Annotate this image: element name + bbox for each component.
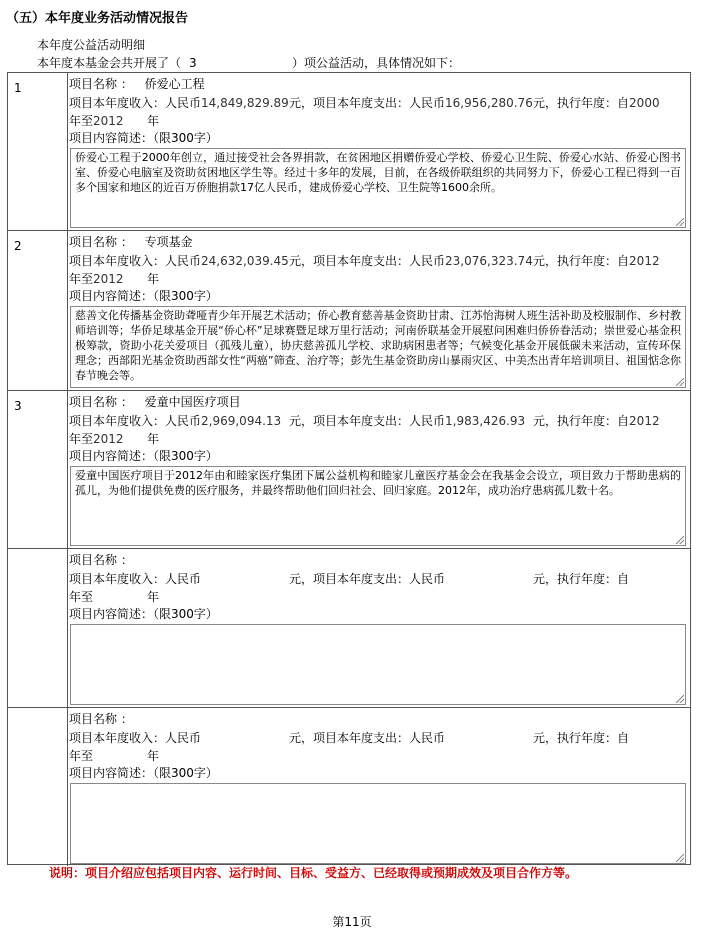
income-value: 14,849,829.89 (201, 96, 289, 110)
income-label: 项目本年度收入：人民币 (69, 572, 202, 586)
project-row (8, 231, 690, 391)
project-finance-line (69, 253, 660, 269)
project-name-line (69, 76, 205, 92)
resize-handle-icon[interactable] (676, 378, 684, 386)
project-name-label: 项目名称 ： (69, 395, 133, 409)
exec-year-label: 元，执行年度：自 (533, 731, 630, 745)
project-name: 侨爱心工程 (144, 77, 205, 91)
year-to-label: 年至 (69, 432, 94, 446)
income-label: 项目本年度收入：人民币 (69, 414, 202, 428)
expense-value: 23,076,323.74 (445, 254, 533, 268)
project-description-textarea[interactable] (70, 148, 686, 228)
income-label: 项目本年度收入：人民币 (69, 731, 202, 745)
section-title: （五）本年度业务活动情况报告 (6, 11, 189, 26)
project-description-textarea[interactable] (70, 466, 686, 546)
project-finance-line (69, 571, 629, 587)
project-year-line (69, 431, 159, 447)
project-name-line (69, 552, 145, 568)
project-desc-label: 项目内容简述：（限300字） (69, 131, 218, 145)
column-divider (67, 549, 68, 707)
year-to-label: 年至 (69, 590, 94, 604)
year-end-label: 年 (147, 114, 160, 128)
expense-label: 元，项目本年度支出：人民币 (289, 731, 446, 745)
page-number: 第11页 (332, 915, 372, 929)
start-year: 2000 (629, 96, 660, 110)
expense-label: 元，项目本年度支出：人民币 (289, 414, 446, 428)
project-description: 爱童中国医疗项目于2012年由和睦家医疗集团下属公益机构和睦家儿童医疗基金会在我基金会设立，项目致力于帮助患病的孤儿，为他们提供免费的医疗服务，并最终帮助他们回归社会、回归家庭。2012年，成功治疗患病孤儿数十名。 (75, 469, 681, 497)
exec-year-label: 元，执行年度：自 (533, 96, 630, 110)
project-name-label: 项目名称 ： (69, 77, 133, 91)
end-year: 2012 (93, 432, 124, 446)
year-to-label: 年至 (69, 272, 94, 286)
project-row (8, 73, 690, 231)
project-row (8, 549, 690, 708)
project-desc-label: 项目内容简述：（限300字） (69, 449, 218, 463)
project-description-textarea[interactable] (70, 783, 686, 864)
explanation-note: 说明：项目介绍应包括项目内容、运行时间、目标、受益方、已经取得或预期成效及项目合作方等。 (49, 866, 578, 880)
expense-label: 元，项目本年度支出：人民币 (289, 572, 446, 586)
exec-year-label: 元，执行年度：自 (533, 414, 630, 428)
income-label: 项目本年度收入：人民币 (69, 254, 202, 268)
project-name-line (69, 234, 193, 250)
income-value: 2,969,094.13 (201, 414, 282, 428)
year-to-label: 年至 (69, 114, 94, 128)
project-index: 2 (14, 239, 22, 253)
end-year: 2012 (93, 272, 124, 286)
project-finance-line (69, 413, 660, 429)
project-cell (69, 549, 688, 707)
resize-handle-icon[interactable] (676, 536, 684, 544)
end-year: 2012 (93, 114, 124, 128)
income-value: 24,632,039.45 (201, 254, 289, 268)
column-divider (67, 73, 68, 230)
expense-label: 元，项目本年度支出：人民币 (289, 254, 446, 268)
exec-year-label: 元，执行年度：自 (533, 572, 630, 586)
column-divider (67, 231, 68, 390)
project-cell (69, 391, 688, 548)
project-desc-label: 项目内容简述：（限300字） (69, 289, 218, 303)
project-description-textarea[interactable] (70, 306, 686, 388)
project-name-label: 项目名称 ： (69, 712, 133, 726)
project-finance-line (69, 95, 660, 111)
project-cell (69, 708, 688, 866)
resize-handle-icon[interactable] (676, 218, 684, 226)
project-description: 慈善文化传播基金资助聋哑青少年开展艺术活动；侨心教育慈善基金资助甘肃、江苏怡海树人班生活补助及校服制作、乡村教师培训等；华侨足球基金开展“侨心杯”足球赛暨足球万里行活动；河南侨联基金开展慰问困难归侨侨眷活动；崇世爱心基金积极筹款，资助小花关爱项目（孤残儿童），协庆慈善孤儿学校、求助病困患者等；气候变化基金开展低碳未来活动，宣传环保理念；西部阳光基金资助西部女性“两癌”筛查、治疗等；彭先生基金资助房山暴雨灾区、中美杰出青年培训项目、祖国惦念你春节晚会等。 (75, 309, 681, 382)
column-divider (67, 708, 68, 866)
summary-prefix: 本年度本基金会共开展了（ (37, 56, 182, 70)
project-year-line (69, 271, 159, 287)
exec-year-label: 元，执行年度：自 (533, 254, 630, 268)
project-year-line (69, 113, 159, 129)
start-year: 2012 (629, 254, 660, 268)
project-name-line (69, 711, 145, 727)
expense-value: 16,956,280.76 (445, 96, 533, 110)
year-to-label: 年至 (69, 749, 94, 763)
summary-suffix: ）项公益活动，具体情况如下： (292, 56, 461, 70)
project-description-textarea[interactable] (70, 624, 686, 705)
project-finance-line (69, 730, 629, 746)
project-row (8, 708, 690, 866)
expense-value: 1,983,426.93 (445, 414, 526, 428)
project-name: 专项基金 (144, 235, 193, 249)
year-end-label: 年 (147, 272, 160, 286)
expense-label: 元，项目本年度支出：人民币 (289, 96, 446, 110)
project-name-line (69, 394, 241, 410)
resize-handle-icon[interactable] (676, 854, 684, 862)
project-index: 3 (14, 399, 22, 413)
project-row (8, 391, 690, 549)
resize-handle-icon[interactable] (676, 695, 684, 703)
project-name-label: 项目名称 ： (69, 235, 133, 249)
project-desc-label: 项目内容简述：（限300字） (69, 607, 218, 621)
project-count: 3 (189, 56, 197, 70)
year-end-label: 年 (147, 590, 160, 604)
project-name: 爱童中国医疗项目 (144, 395, 241, 409)
start-year: 2012 (629, 414, 660, 428)
subtitle: 本年度公益活动明细 (37, 38, 146, 52)
project-cell (69, 73, 688, 230)
projects-table (7, 72, 691, 865)
column-divider (67, 391, 68, 548)
project-cell (69, 231, 688, 390)
summary-line (37, 54, 460, 71)
income-label: 项目本年度收入：人民币 (69, 96, 202, 110)
project-description: 侨爱心工程于2000年创立，通过接受社会各界捐款，在贫困地区捐赠侨爱心学校、侨爱心卫生院、侨爱心水站、侨爱心图书室、侨爱心电脑室及资助贫困地区学生等。经过十多年的发展，目前，在各级侨联组织的共同努力下，侨爱心工程已得到一百多个国家和地区的近百万侨胞捐款17亿人民币，建成侨爱心学校、卫生院等1600余所。 (75, 151, 681, 194)
project-desc-label: 项目内容简述：（限300字） (69, 766, 218, 780)
project-year-line (69, 589, 159, 605)
project-name-label: 项目名称 ： (69, 553, 133, 567)
project-index: 1 (14, 81, 22, 95)
year-end-label: 年 (147, 749, 160, 763)
project-year-line (69, 748, 159, 764)
year-end-label: 年 (147, 432, 160, 446)
